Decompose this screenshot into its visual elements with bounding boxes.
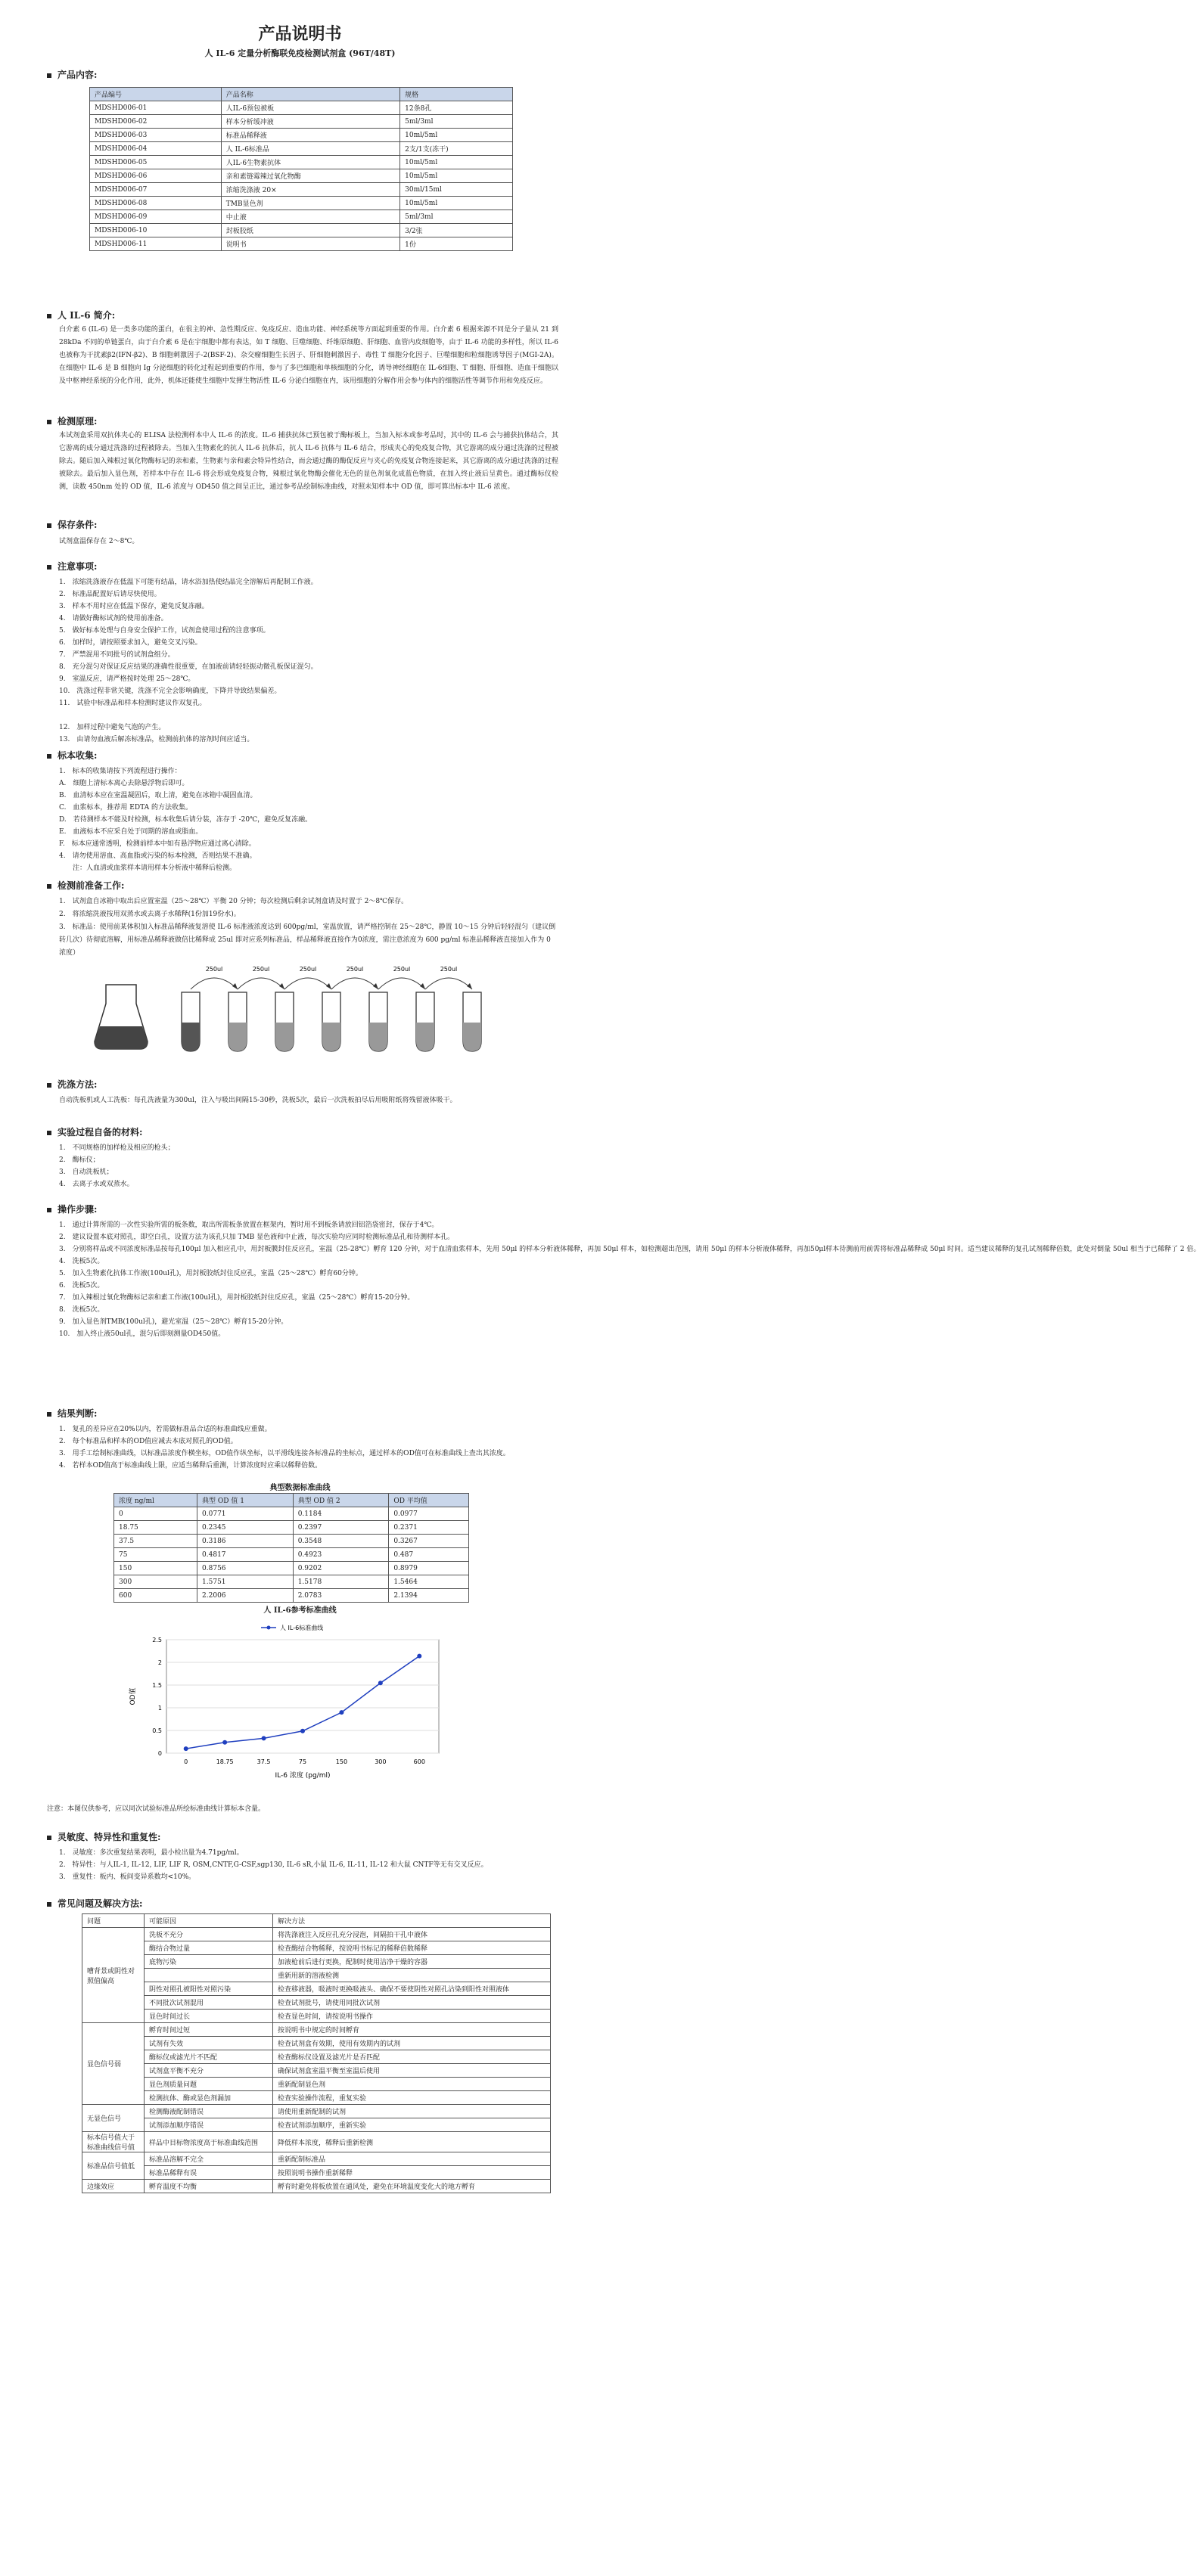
- kit-cell: 说明书: [221, 237, 399, 251]
- faq-header-cell: 可能原因: [145, 1914, 273, 1928]
- std-cell: 75: [114, 1548, 197, 1562]
- notice-item: 12. 加样过程中避免气泡的产生。: [59, 724, 166, 731]
- std-cell: 0.487: [389, 1548, 469, 1562]
- faq-row: [82, 2132, 551, 2152]
- sample-item: A. 细胞上清标本离心去除悬浮物后即可。: [59, 780, 189, 787]
- storage-text: 试剂盒温保存在 2～8℃。: [59, 538, 139, 545]
- kit-row: [90, 169, 513, 183]
- notice-item: 4. 请做好酶标试剂的使用前准备。: [59, 615, 168, 622]
- arrowhead-icon: [279, 983, 284, 989]
- faq-problem-cell: 嘈背景或阴性对照值偏高: [82, 1928, 145, 2023]
- self-item: 3. 自动洗板机；: [59, 1169, 113, 1176]
- kit-cell: 浓缩洗涤液 20×: [221, 183, 399, 197]
- faq-row: [82, 1996, 551, 2010]
- faq-cell: 洗板不充分: [145, 1928, 273, 1941]
- bullet-icon: [47, 1902, 51, 1907]
- std-cell: 0.4923: [293, 1548, 389, 1562]
- std-cell: 0.3548: [293, 1535, 389, 1548]
- faq-row: [82, 2152, 551, 2166]
- kit-row: [90, 142, 513, 156]
- std-cell: 0.4817: [197, 1548, 294, 1562]
- section-wash-title: 洗涤方法:: [47, 1078, 97, 1091]
- x-tick-label: 300: [375, 1758, 387, 1765]
- kit-cell: 2支/1支(冻干): [400, 142, 513, 156]
- data-point: [222, 1740, 227, 1745]
- section-perf-title: 灵敏度、特异性和重复性:: [47, 1830, 160, 1843]
- sample-list: [59, 765, 558, 874]
- perf-list: [59, 1847, 558, 1883]
- chart-note: 注意：本图仅供参考，应以同次试验标准品所绘标准曲线计算标本含量。: [47, 1805, 266, 1813]
- notice-item: 8. 充分混匀对保证反应结果的准确性很重要，在加液前请轻轻振动微孔板保证混匀。: [59, 663, 318, 671]
- kit-cell: MDSHD006-06: [90, 169, 222, 183]
- faq-cell: 孵育时避免将板放置在通风处，避免在环境温度变化大的地方孵育: [273, 2180, 551, 2193]
- kit-cell: TMB显色剂: [221, 197, 399, 210]
- transfer-volume-label: 250ul: [252, 966, 270, 973]
- kit-cell: MDSHD006-09: [90, 210, 222, 224]
- kit-cell: MDSHD006-11: [90, 237, 222, 251]
- transfer-arrow-icon: [425, 978, 472, 989]
- std-cell: 1.5751: [197, 1575, 294, 1589]
- transfer-volume-label: 250ul: [346, 966, 364, 973]
- y-tick-label: 1.5: [152, 1682, 162, 1689]
- std-cell: 1.5464: [389, 1575, 469, 1589]
- kit-row: [90, 197, 513, 210]
- faq-cell: [145, 1969, 273, 1982]
- kit-cell: MDSHD006-03: [90, 129, 222, 142]
- section-storage-title: 保存条件:: [47, 518, 97, 531]
- section-calc-title: 结果判断:: [47, 1407, 97, 1420]
- transfer-volume-label: 250ul: [440, 966, 458, 973]
- x-tick-label: 600: [413, 1758, 425, 1765]
- bullet-icon: [47, 1836, 51, 1840]
- step-item: 6. 洗板5次。: [59, 1282, 104, 1290]
- section-sample-title: 标本收集:: [47, 749, 97, 762]
- std-cell: 0.2397: [293, 1521, 389, 1535]
- std-cell: 600: [114, 1589, 197, 1603]
- faq-cell: 阴性对照孔被阳性对照污染: [145, 1982, 273, 1996]
- faq-cell: 酶标仪或滤光片不匹配: [145, 2050, 273, 2064]
- data-point: [300, 1729, 305, 1733]
- kit-cell: 10ml/5ml: [400, 129, 513, 142]
- std-header-cell: 典型 OD 值 2: [293, 1494, 389, 1507]
- x-tick-label: 18.75: [216, 1758, 234, 1765]
- arrowhead-icon: [232, 983, 238, 989]
- faq-cell: 试剂盒平衡不充分: [145, 2064, 273, 2078]
- faq-cell: 试剂添加顺序错误: [145, 2118, 273, 2132]
- section-steps-title: 操作步骤:: [47, 1203, 97, 1215]
- kit-cell: 5ml/3ml: [400, 210, 513, 224]
- self-item: 4. 去离子水或双蒸水。: [59, 1181, 134, 1188]
- std-cell: 0.1184: [293, 1507, 389, 1521]
- std-header-cell: 浓度 ng/ml: [114, 1494, 197, 1507]
- sample-item: 1. 标本的收集请按下列流程进行操作：: [59, 768, 182, 775]
- faq-cell: 确保试剂盒室温平衡至室温后使用: [273, 2064, 551, 2078]
- notice-item: 1. 浓缩洗涤液存在低温下可能有结晶，请水浴加热使结晶完全溶解后再配制工作液。: [59, 579, 318, 586]
- std-row: [114, 1548, 469, 1562]
- std-table-title: 典型数据标准曲线: [269, 1484, 331, 1492]
- section-intro-title: 人 IL-6 简介:: [47, 309, 115, 321]
- plot-area: [166, 1640, 439, 1753]
- dilution-diagram: [91, 962, 515, 1057]
- std-cell: 1.5178: [293, 1575, 389, 1589]
- faq-row: [82, 2078, 551, 2091]
- bullet-icon: [47, 523, 51, 528]
- faq-row: [82, 2023, 551, 2037]
- kit-cell: 10ml/5ml: [400, 169, 513, 183]
- prep-list: [59, 895, 558, 960]
- calc-item: 1. 复孔的差异应在20%以内，若需做标准品合适的标准曲线应重做。: [59, 1426, 272, 1433]
- faq-cell: 显色时间过长: [145, 2010, 273, 2023]
- kit-cell: 标准品稀释液: [221, 129, 399, 142]
- page-subtitle: 人 IL-6 定量分析酶联免疫检测试剂盒 (96T/48T): [204, 48, 396, 58]
- std-cell: 150: [114, 1562, 197, 1575]
- calc-item: 2. 每个标准品和样本的OD值应减去本底对照孔的OD值。: [59, 1438, 238, 1445]
- section-prep-title: 检测前准备工作:: [47, 879, 124, 892]
- kit-cell: 样本分析缓冲液: [221, 115, 399, 129]
- y-tick-label: 0.5: [152, 1727, 162, 1734]
- faq-row: [82, 2064, 551, 2078]
- notice-list: [59, 576, 558, 746]
- faq-cell: 重新配制显色剂: [273, 2078, 551, 2091]
- data-point: [417, 1654, 421, 1659]
- std-row: [114, 1575, 469, 1589]
- faq-cell: 降低样本浓度，稀释后重新检测: [273, 2132, 551, 2152]
- kit-contents-table: [89, 87, 513, 251]
- step-item: 2. 建议设置本底对照孔，即空白孔，设置方法为该孔只加 TMB 显色液和中止液，每次实验均应同时检测标准品孔和待测样本孔。: [59, 1234, 455, 1241]
- faq-cell: 检查酶结合物稀释，按说明书标记的稀释倍数稀释: [273, 1941, 551, 1955]
- kit-row: [90, 210, 513, 224]
- self-item: 1. 不同规格的加样枪及相应的枪头；: [59, 1144, 175, 1152]
- prep-item: 1. 试剂盒自冰箱中取出后应置室温（25～28℃）平衡 20 分钟；每次检测后剩余试剂盒请及时置于 2～8℃保存。: [59, 898, 409, 905]
- faq-cell: 按说明书中规定的时间孵育: [273, 2023, 551, 2037]
- section-faq-title: 常见问题及解决方法:: [47, 1897, 142, 1910]
- standard-data-table: [113, 1493, 469, 1603]
- arrowhead-icon: [373, 983, 378, 989]
- calc-item: 4. 若样本OD值高于标准曲线上限，应适当稀释后重测，计算浓度时应乘以稀释倍数。: [59, 1462, 322, 1470]
- notice-item: 11. 试验中标准品和样本检测时建议作双复孔。: [59, 700, 207, 707]
- kit-cell: MDSHD006-01: [90, 101, 222, 115]
- faq-cell: 检查移液器，吸液时更换吸液头、确保不要使阴性对照孔沾染到阳性对照液体: [273, 1982, 551, 1996]
- tube-liquid: [416, 1023, 434, 1051]
- std-cell: 0.2371: [389, 1521, 469, 1535]
- faq-cell: 按照说明书操作重新稀释: [273, 2166, 551, 2180]
- faq-problem-cell: 显色信号弱: [82, 2023, 145, 2105]
- arrowhead-icon: [326, 983, 331, 989]
- legend-label: 人 IL-6标准曲线: [280, 1625, 324, 1631]
- section-notice-title: 注意事项:: [47, 560, 97, 573]
- notice-item: 6. 加样时，请按照要求加入，避免交叉污染。: [59, 639, 202, 647]
- std-cell: 0.2345: [197, 1521, 294, 1535]
- kit-cell: 5ml/3ml: [400, 115, 513, 129]
- bullet-icon: [47, 884, 51, 889]
- transfer-arrow-icon: [331, 978, 378, 989]
- bullet-icon: [47, 1083, 51, 1088]
- kit-row: [90, 115, 513, 129]
- x-tick-label: 37.5: [256, 1758, 271, 1765]
- kit-row: [90, 156, 513, 169]
- kit-cell: 人 IL-6标准品: [221, 142, 399, 156]
- step-item: 1. 通过计算所需的一次性实验所需的板条数，取出所需板条放置在框架内，暂时用不到板条请放回铝箔袋密封，保存于4℃。: [59, 1221, 439, 1229]
- kit-row: [90, 224, 513, 237]
- section-principle-title: 检测原理:: [47, 414, 97, 427]
- std-cell: 2.1394: [389, 1589, 469, 1603]
- faq-cell: 重新用新的溶液检测: [273, 1969, 551, 1982]
- notice-item: 5. 做好标本处理与自身安全保护工作，试剂盒使用过程的注意事项。: [59, 627, 270, 635]
- faq-cell: 样品中目标物浓度高于标准曲线范围: [145, 2132, 273, 2152]
- sample-item: C. 血浆标本，推荐用 EDTA 的方法收集。: [59, 804, 192, 812]
- std-cell: 0.8756: [197, 1562, 294, 1575]
- kit-cell: 亲和素链霉辣过氧化物酶: [221, 169, 399, 183]
- std-cell: 0.8979: [389, 1562, 469, 1575]
- step-item: 5. 加入生物素化抗体工作液(100ul孔)，用封板胶纸封住反应孔，室温（25～28℃）孵育60分钟。: [59, 1270, 362, 1277]
- faq-cell: 重新配制标准品: [273, 2152, 551, 2166]
- x-tick-label: 150: [335, 1758, 348, 1765]
- tube-liquid: [182, 1023, 200, 1051]
- faq-cell: 试剂有失效: [145, 2037, 273, 2050]
- tube-liquid: [275, 1023, 294, 1051]
- sample-item: 注：人血清或血浆样本请用样本分析液中稀释后检测。: [59, 864, 237, 872]
- faq-cell: 孵育时间过短: [145, 2023, 273, 2037]
- kit-header-cell: 规格: [400, 88, 513, 101]
- std-cell: 37.5: [114, 1535, 197, 1548]
- bullet-icon: [47, 1208, 51, 1212]
- data-point: [378, 1681, 383, 1685]
- kit-row: [90, 183, 513, 197]
- faq-row: [82, 2180, 551, 2193]
- kit-header-cell: 产品编号: [90, 88, 222, 101]
- faq-cell: 加液枪前后进行更换，配制时使用洁净干燥的容器: [273, 1955, 551, 1969]
- std-cell: 0: [114, 1507, 197, 1521]
- kit-cell: 人IL-6生物素抗体: [221, 156, 399, 169]
- faq-cell: 将洗涤液注入反应孔充分浸泡，间隔拍干孔中液体: [273, 1928, 551, 1941]
- notice-item: 10. 洗涤过程非常关键，洗涤不完全会影响确度，下降并导致结果偏差。: [59, 687, 281, 695]
- step-item: 3. 分别将样品或不同浓度标准品按每孔100μl 加入相应孔中，用封板膜封住反应孔，室温（25-28℃）孵育 120 分钟，对于血清血浆样本，先用 50μl 的样本分析液体稀释，再加 50μl 样本，如检测超出范围，请用 50μl 的样本分析液体稀释，再加50μl样本待测前用前需将标准品稀释成 50μl 时间。适当建议稀释的复孔试剂稀释倍数，此处对倒量 50ul 相当于已稀释了 2 倍。: [59, 1246, 1200, 1253]
- prep-item: 3. 标准品：使用前某体积加入标准品稀释液复溶使 IL-6 标准液浓度达到 600pg/ml，室温放置，请严格控制在 25～28℃，静置 10～15 分钟后轻轻混匀（建议倒转几次）待彻底溶解，用标准品稀释液做倍比稀释成 25ul 即对应系列标准品，样品稀释液直接作为0浓度，需注意浓度为 600 pg/ml 标准品稀释液直接加入作为 0 浓度）: [59, 923, 556, 957]
- std-header-cell: 典型 OD 值 1: [197, 1494, 294, 1507]
- bullet-icon: [47, 420, 51, 424]
- faq-row: [82, 2050, 551, 2064]
- kit-row: [90, 129, 513, 142]
- notice-item: 2. 标准品配置好后请尽快使用。: [59, 591, 161, 598]
- std-row: [114, 1521, 469, 1535]
- std-cell: 2.0783: [293, 1589, 389, 1603]
- bullet-icon: [47, 565, 51, 570]
- kit-row: [90, 101, 513, 115]
- perf-item: 2. 特异性：与人IL-1, IL-12, LIF, LIF R, OSM,CNTF,G-CSF,sgp130, IL-6 sR,小鼠 IL-6, IL-11, IL-12 和大鼠 CNTF等无有交叉反应。: [59, 1861, 488, 1869]
- standard-curve-chart: [121, 1617, 469, 1791]
- transfer-volume-label: 250ul: [393, 966, 411, 973]
- notice-item: 3. 样本不用时应在低温下保存，避免反复冻融。: [59, 603, 209, 610]
- faq-cell: 酶结合物过量: [145, 1941, 273, 1955]
- sample-item: E. 血液标本不应采自处于同期的溶血或脂血。: [59, 828, 203, 836]
- faq-row: [82, 1982, 551, 1996]
- sample-item: 4. 请勿使用溶血、高血脂或污染的标本检测，否则结果不准确。: [59, 852, 256, 860]
- faq-cell: 检查实验操作流程，重复实验: [273, 2091, 551, 2105]
- perf-item: 1. 灵敏度：多次重复结果表明，最小检出量为4.71pg/ml。: [59, 1849, 244, 1857]
- step-item: 7. 加入辣根过氧化物酶标记亲和素工作液(100ul孔)，用封板胶纸封住反应孔，室温（25～28℃）孵育15-20分钟。: [59, 1294, 415, 1302]
- data-point: [339, 1710, 344, 1715]
- faq-row: [82, 2010, 551, 2023]
- calc-item: 3. 用手工绘制标准曲线，以标准品浓度作横坐标，OD值作纵坐标，以平滑线连接各标准品的坐标点，通过样本的OD值可在标准曲线上查出其浓度。: [59, 1450, 510, 1457]
- tube-liquid: [322, 1023, 340, 1051]
- step-item: 9. 加入显色剂TMB(100ul孔)，避光室温（25～28℃）孵育15-20分钟。: [59, 1318, 288, 1326]
- tube-liquid: [228, 1023, 247, 1051]
- sample-item: B. 血清标本应在室温凝固后，取上清，避免在冰箱中凝固血清。: [59, 792, 257, 799]
- faq-problem-cell: 标本信号值大于标准曲线信号值: [82, 2132, 145, 2152]
- bullet-icon: [47, 1131, 51, 1135]
- notice-item: 9. 室温反应，请严格按时处理 25～28℃。: [59, 675, 195, 683]
- page-title: 产品说明书: [258, 24, 342, 44]
- kit-cell: MDSHD006-04: [90, 142, 222, 156]
- x-tick-label: 75: [298, 1758, 307, 1765]
- self-item: 2. 酶标仪；: [59, 1156, 100, 1164]
- faq-cell: 标准品稀释有误: [145, 2166, 273, 2180]
- transfer-arrow-icon: [378, 978, 425, 989]
- faq-cell: 请使用重新配制的试剂: [273, 2105, 551, 2118]
- kit-cell: 30ml/15ml: [400, 183, 513, 197]
- faq-cell: 孵育温度不均衡: [145, 2180, 273, 2193]
- y-tick-label: 2.5: [152, 1637, 162, 1643]
- faq-cell: 检测酶液配制错误: [145, 2105, 273, 2118]
- std-cell: 0.0977: [389, 1507, 469, 1521]
- kit-cell: MDSHD006-02: [90, 115, 222, 129]
- faq-cell: 检查显色时间，请按说明书操作: [273, 2010, 551, 2023]
- faq-cell: 显色剂质量问题: [145, 2078, 273, 2091]
- faq-row: [82, 1941, 551, 1955]
- section-contents-title: 产品内容:: [47, 68, 97, 81]
- faq-row: [82, 2037, 551, 2050]
- x-axis-label: IL-6 浓度 (pg/ml): [275, 1772, 331, 1780]
- std-row: [114, 1507, 469, 1521]
- faq-row: [82, 2105, 551, 2118]
- faq-cell: 检查酶标仪设置及滤光片是否匹配: [273, 2050, 551, 2064]
- faq-problem-cell: 边缘效应: [82, 2180, 145, 2193]
- std-cell: 18.75: [114, 1521, 197, 1535]
- kit-cell: 1份: [400, 237, 513, 251]
- wash-text: 自动洗板机或人工洗板：每孔洗液量为300ul，注入与吸出间隔15-30秒，洗板5次，最后一次洗板拍尽后用吸附纸将残留液体吸干。: [59, 1097, 457, 1104]
- kit-cell: 人IL-6预包被板: [221, 101, 399, 115]
- steps-list: [59, 1219, 1200, 1340]
- transfer-volume-label: 250ul: [299, 966, 317, 973]
- std-cell: 0.3186: [197, 1535, 294, 1548]
- x-tick-label: 0: [184, 1758, 188, 1765]
- std-cell: 2.2006: [197, 1589, 294, 1603]
- bullet-icon: [47, 314, 51, 318]
- faq-cell: 检查试剂添加顺序，重新实验: [273, 2118, 551, 2132]
- kit-row: [90, 237, 513, 251]
- self-materials-list: [59, 1142, 558, 1190]
- sample-item: D. 若待测样本不能及时检测，标本收集后请分装，冻存于 -20℃，避免反复冻融。: [59, 816, 312, 824]
- faq-row: [82, 2166, 551, 2180]
- kit-cell: 3/2张: [400, 224, 513, 237]
- kit-cell: 10ml/5ml: [400, 156, 513, 169]
- faq-cell: 不同批次试剂混用: [145, 1996, 273, 2010]
- faq-table: [82, 1913, 551, 2193]
- y-tick-label: 1: [157, 1705, 162, 1712]
- principle-paragraph: 本试剂盒采用双抗体夹心的 ELISA 法检测样本中人 IL-6 的浓度。IL-6 捕获抗体已预包被于酶标板上，当加入标本或参考品时，其中的 IL-6 会与捕获抗体结合，其它游离的成分通过洗涤的过程被除去。当加入生物素化的抗人 IL-6 抗体后，抗人 IL-6 抗体与 IL-6 结合，形成夹心的免疫复合物，其它游离的成分通过洗涤的过程被除去。随后加入辣根过氧化物酶标记的亲和素，生物素与亲和素会特异性结合，而会通过酶的酶促反应与夹心的免疫复合物连接起来，其它游离的成分通过洗涤的过程被除去。最后加入显色剂，若样本中存在 IL-6 将会形成免疫复合物，辣根过氧化物酶会催化无色的显色剂氧化成蓝色物质，在加入终止液后呈黄色。通过酶标仪检测，读数 450nm 处的 OD 值，IL-6 浓度与 OD450 值之间呈正比，通过参考品绘制标准曲线，对照未知样本中 OD 值，即可算出标本中 IL-6 浓度。: [59, 432, 558, 491]
- faq-row: [82, 1969, 551, 1982]
- faq-header-cell: 解决方法: [273, 1914, 551, 1928]
- faq-cell: 检查试剂批号，请使用同批次试剂: [273, 1996, 551, 2010]
- kit-cell: 10ml/5ml: [400, 197, 513, 210]
- faq-row: [82, 1955, 551, 1969]
- step-item: 4. 洗板5次。: [59, 1258, 104, 1265]
- kit-cell: MDSHD006-10: [90, 224, 222, 237]
- faq-cell: 检测抗体、酶或显色剂漏加: [145, 2091, 273, 2105]
- transfer-arrow-icon: [191, 978, 238, 989]
- kit-cell: 封板胶纸: [221, 224, 399, 237]
- bullet-icon: [47, 73, 51, 78]
- arrowhead-icon: [467, 983, 472, 989]
- transfer-arrow-icon: [284, 978, 331, 989]
- tube-liquid: [463, 1023, 481, 1051]
- legend-marker: [267, 1626, 271, 1630]
- arrowhead-icon: [420, 983, 425, 989]
- prep-item: 2. 将浓缩洗液按用双蒸水或去离子水稀释(1份加19份水)。: [59, 911, 241, 918]
- flask-liquid: [95, 1026, 148, 1049]
- kit-cell: MDSHD006-08: [90, 197, 222, 210]
- bullet-icon: [47, 1412, 51, 1417]
- std-row: [114, 1589, 469, 1603]
- faq-row: [82, 1928, 551, 1941]
- std-cell: 0.0771: [197, 1507, 294, 1521]
- faq-problem-cell: 标准品信号值低: [82, 2152, 145, 2180]
- kit-cell: 12条8孔: [400, 101, 513, 115]
- kit-cell: MDSHD006-05: [90, 156, 222, 169]
- y-tick-label: 2: [157, 1659, 162, 1666]
- std-cell: 300: [114, 1575, 197, 1589]
- std-row: [114, 1535, 469, 1548]
- notice-item: 7. 严禁混用不同批号的试剂盒组分。: [59, 651, 175, 659]
- std-cell: 0.9202: [293, 1562, 389, 1575]
- notice-item: 13. 由请勿血液后解冻标准品，检测前抗体的溶剂时间应适当。: [59, 736, 254, 743]
- kit-header-cell: 产品名称: [221, 88, 399, 101]
- std-header-cell: OD 平均值: [389, 1494, 469, 1507]
- faq-cell: 底物污染: [145, 1955, 273, 1969]
- faq-row: [82, 2118, 551, 2132]
- chart-title: 人 IL-6参考标准曲线: [263, 1606, 337, 1615]
- faq-problem-cell: 无显色信号: [82, 2105, 145, 2132]
- data-point: [262, 1736, 266, 1740]
- faq-row: [82, 2091, 551, 2105]
- notice-item: [59, 709, 558, 722]
- kit-cell: 中止液: [221, 210, 399, 224]
- data-point: [184, 1746, 188, 1751]
- perf-item: 3. 重复性：板内、板间变异系数均<10%。: [59, 1873, 196, 1881]
- sample-item: F. 标本应通常透明，检测前样本中如有悬浮物应通过离心清除。: [59, 840, 256, 848]
- section-self-title: 实验过程自备的材料:: [47, 1125, 142, 1138]
- faq-cell: 检查试剂盒有效期，使用有效期内的试剂: [273, 2037, 551, 2050]
- step-item: 8. 洗板5次。: [59, 1306, 104, 1314]
- y-axis-label: OD值: [129, 1687, 137, 1705]
- std-row: [114, 1562, 469, 1575]
- std-cell: 0.3267: [389, 1535, 469, 1548]
- transfer-arrow-icon: [238, 978, 284, 989]
- faq-cell: 标准品溶解不完全: [145, 2152, 273, 2166]
- intro-paragraph: 白介素 6 (IL-6) 是一类多功能的蛋白，在很主的神、急性期反应、免疫反应、造血功能、神经系统等方面起到重要的作用。白介素 6 根据来源不同是分子量从 21 到 28kDa 不同的单链蛋白，由于白介素 6 是在宇细胞中都有表达，如 T 细胞、巨噬细胞、纤维原细胞、肝细胞、血管内皮细胞等，由于 IL-6 功能的多样性，所以 IL-6也被称为干扰素β2(IFN-β2)、B 细胞刺激因子-2(BSF-2)、杂交瘤细胞生长因子、肝细胞刺激因子、毒性 T 细胞分化因子、巨噬细胞和粒细胞诱导因子(MGI-2A)。在细胞中 IL-6 是 B 细胞向 Ig 分泌细胞的转化过程起到重要的作用，参与了多巴细胞和单核细胞的分化，诱导神经细胞在 IL-6细胞、T 细胞、肝细胞、造血干细胞以及中枢神经系统的分化作用，此外，机体还能使生细胞中发揮生物活性 IL-6 分泌白细胞在内，该用细胞的分解作用会参与体内的细胞活性等调节作用和免疫反应。: [59, 326, 558, 385]
- tube-liquid: [369, 1023, 387, 1051]
- kit-cell: MDSHD006-07: [90, 183, 222, 197]
- y-tick-label: 0: [157, 1750, 162, 1757]
- faq-header-cell: 问题: [82, 1914, 145, 1928]
- transfer-volume-label: 250ul: [205, 966, 223, 973]
- bullet-icon: [47, 754, 51, 759]
- step-item: 10. 加入终止液50ul孔，混匀后即刻测量OD450值。: [59, 1330, 225, 1338]
- calc-list: [59, 1423, 558, 1472]
